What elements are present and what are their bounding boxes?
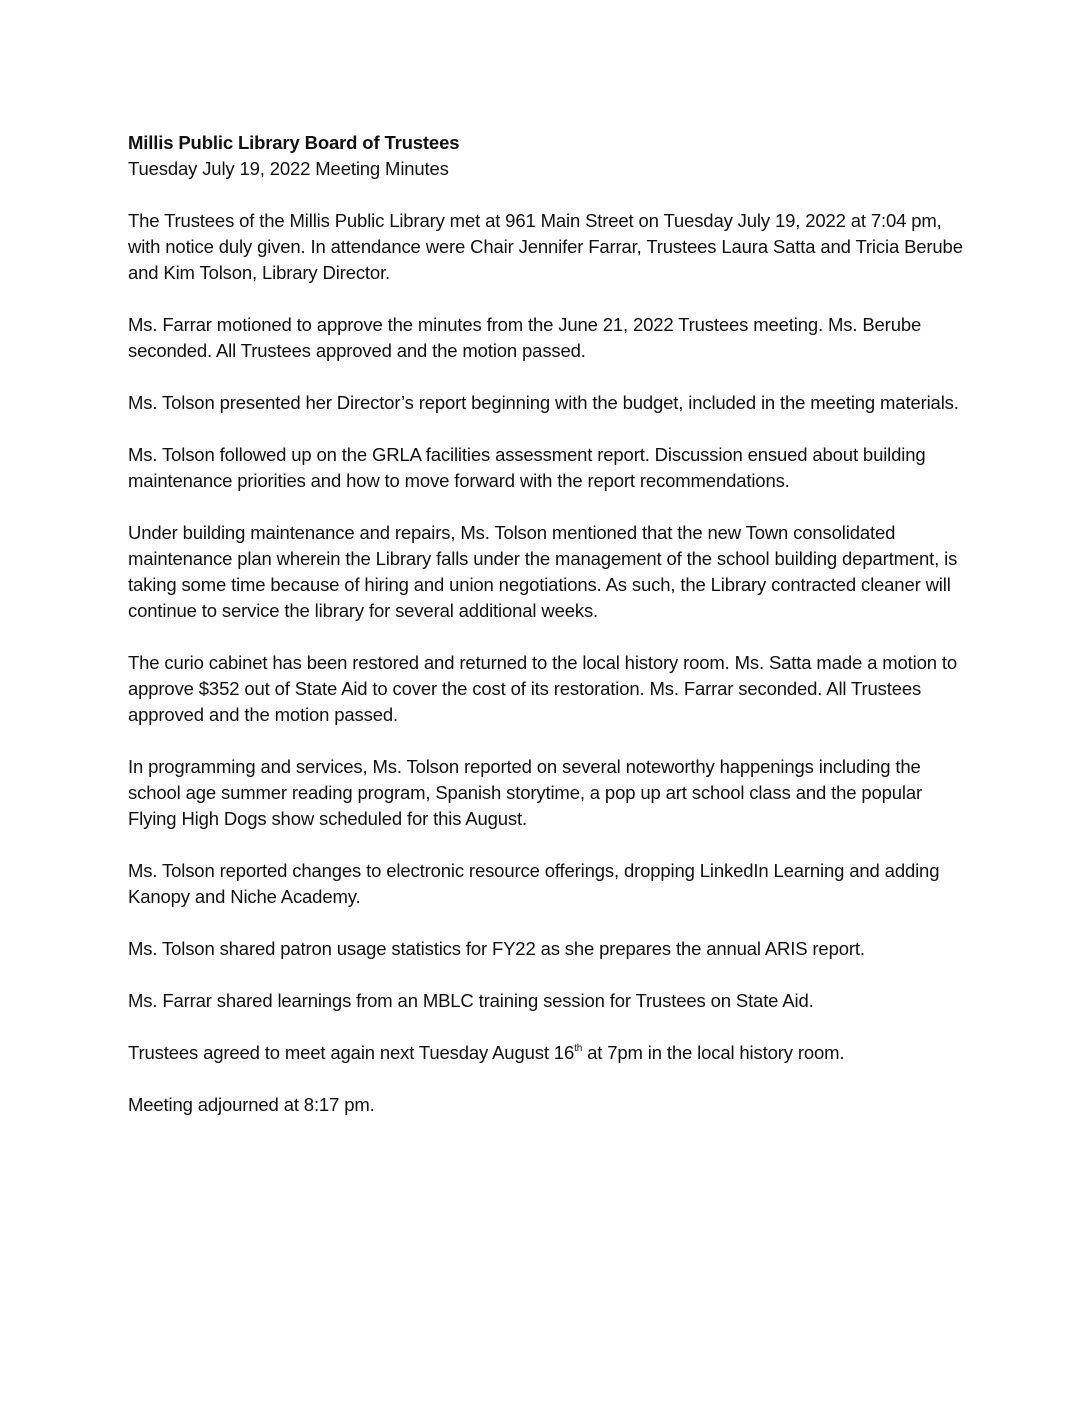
next-meeting-text: Trustees agreed to meet again next Tuesday August 16 [128,1042,575,1063]
paragraph-next-meeting [128,1040,968,1066]
document-title: Millis Public Library Board of Trustees [128,132,460,153]
paragraph-usage-statistics: Ms. Tolson shared patron usage statistics for FY22 as she prepares the annual ARIS report. [128,938,865,959]
paragraph-curio-cabinet: The curio cabinet has been restored and returned to the local history room. Ms. Satta made a motion to approve $352 out of State Aid to cover the cost of its restoration. Ms. Farrar seconded. All Trustees approved and the motion passed. [128,652,957,725]
paragraph-building-maintenance: Under building maintenance and repairs, Ms. Tolson mentioned that the new Town consolidated maintenance plan wherein the Library falls under the management of the school building department, is taking some time because of hiring and union negotiations. As such, the Library contracted cleaner will continue to service the library for several additional weeks. [128,522,958,621]
next-meeting-details: at 7pm in the local history room. [582,1042,845,1063]
document-subtitle: Tuesday July 19, 2022 Meeting Minutes [128,158,449,179]
document-body [128,130,968,1144]
paragraph-mblc-training: Ms. Farrar shared learnings from an MBLC training session for Trustees on State Aid. [128,990,814,1011]
paragraph-minutes-approval: Ms. Farrar motioned to approve the minutes from the June 21, 2022 Trustees meeting. Ms. Berube seconded. All Trustees approved and the motion passed. [128,314,922,361]
paragraph-attendance: The Trustees of the Millis Public Library met at 961 Main Street on Tuesday July 19, 2022 at 7:04 pm, with notice duly given. In attendance were Chair Jennifer Farrar, Trustees Laura Satta and Tricia Berube and Kim Tolson, Library Director. [128,210,963,283]
ordinal-suffix: th [574,1042,583,1054]
paragraph-adjournment: Meeting adjourned at 8:17 pm. [128,1094,375,1115]
paragraph-director-report: Ms. Tolson presented her Director’s report beginning with the budget, included in the meeting materials. [128,392,959,413]
paragraph-electronic-resources: Ms. Tolson reported changes to electronic resource offerings, dropping LinkedIn Learning and adding Kanopy and Niche Academy. [128,860,940,907]
paragraph-facilities-assessment: Ms. Tolson followed up on the GRLA facilities assessment report. Discussion ensued about building maintenance priorities and how to move forward with the report recommendations. [128,444,926,491]
paragraph-programming: In programming and services, Ms. Tolson reported on several noteworthy happenings including the school age summer reading program, Spanish storytime, a pop up art school class and the popular Flying High Dogs show scheduled for this August. [128,756,923,829]
